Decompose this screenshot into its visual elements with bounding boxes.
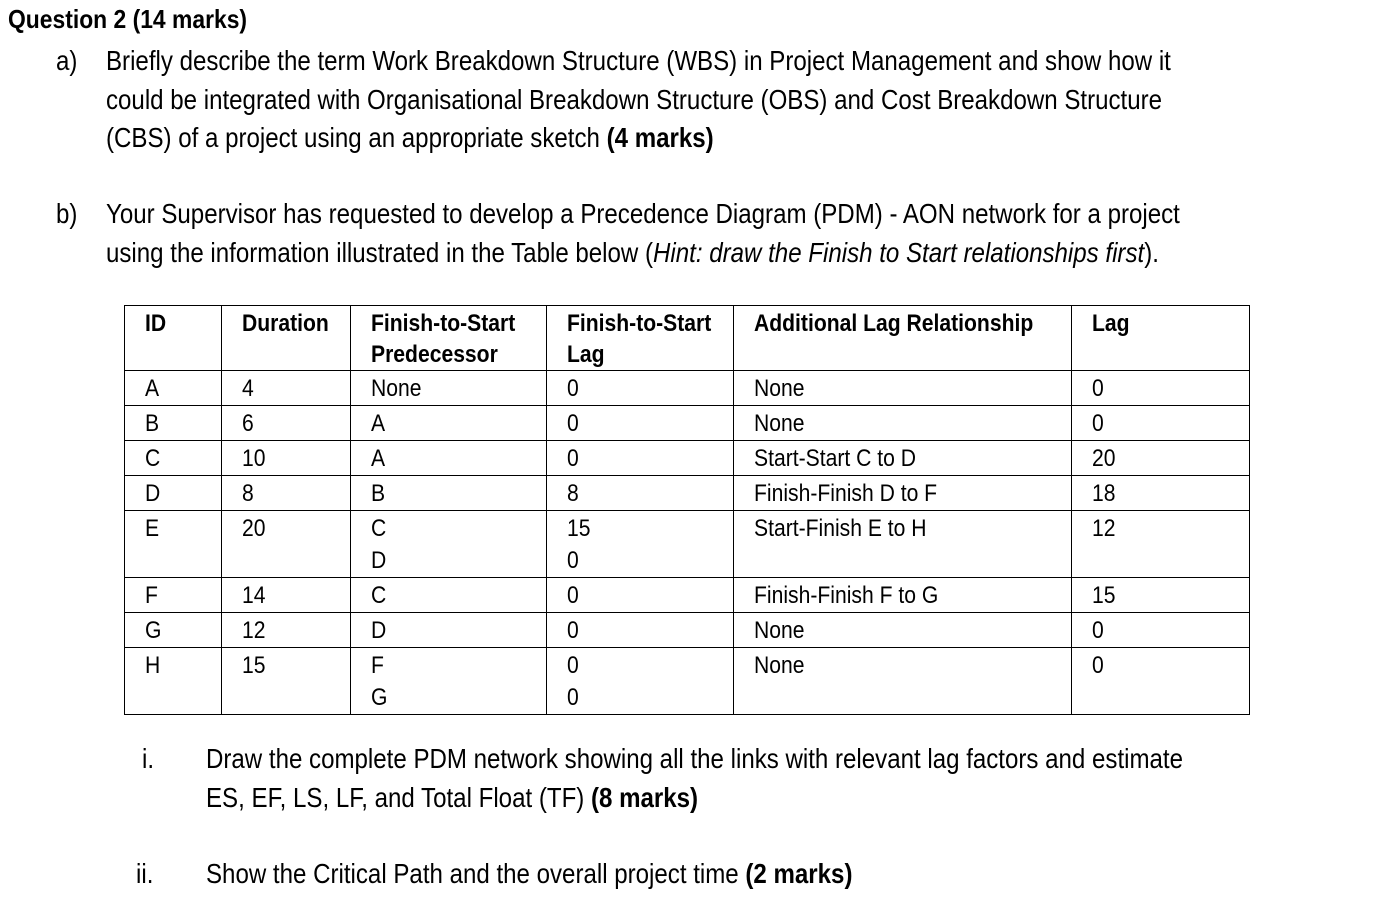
table-row [125,476,1250,511]
cell-fs-lag: 0 [547,406,734,441]
cell-additional-lag: Finish-Finish D to F [734,476,1072,511]
cell-id: D [125,476,222,511]
sub-i-line-2 [206,779,1183,818]
cell-fs-predecessor: C D [351,511,547,578]
part-a-line-3 [106,119,1171,158]
cell-additional-lag: Start-Start C to D [734,441,1072,476]
cell-id: F [125,578,222,613]
cell-fs-lag: 0 [547,371,734,406]
cell-lag: 20 [1072,441,1250,476]
cell-id: A [125,371,222,406]
part-b-line-2-pre: using the information illustrated in the Table below ( [106,236,654,268]
cell-additional-lag: None [734,371,1072,406]
table-row [125,511,1250,578]
part-b-line-2-post: ). [1144,236,1159,268]
header-lag: Lag [1072,306,1250,371]
header-fs-lag: Finish-to-Start Lag [547,306,734,371]
cell-additional-lag: None [734,613,1072,648]
table-row [125,406,1250,441]
table-row [125,441,1250,476]
cell-id: E [125,511,222,578]
cell-fs-predecessor: A [351,441,547,476]
cell-duration: 10 [222,441,351,476]
cell-additional-lag: None [734,648,1072,715]
cell-fs-lag: 0 [547,578,734,613]
part-b-line-2 [106,234,1180,273]
cell-fs-lag: 0 [547,613,734,648]
cell-fs-predecessor: C [351,578,547,613]
part-b-label: b) [56,198,78,229]
cell-id: B [125,406,222,441]
table-row [125,648,1250,715]
table-body [125,371,1250,715]
cell-lag: 12 [1072,511,1250,578]
sub-i-line-2-text: ES, EF, LS, LF, and Total Float (TF) [206,781,591,813]
cell-fs-predecessor: D [351,613,547,648]
sub-ii-marks: (2 marks) [745,858,853,889]
sub-i-line-1: Draw the complete PDM network showing all the links with relevant lag factors and estimate [206,743,1184,774]
header-additional-lag: Additional Lag Relationship [734,306,1072,371]
part-a-line-3-text: (CBS) of a project using an appropriate sketch [106,122,607,153]
cell-fs-lag: 0 [547,441,734,476]
sub-ii-label: ii. [136,858,154,889]
cell-duration: 8 [222,476,351,511]
cell-duration: 15 [222,648,351,715]
cell-lag: 0 [1072,406,1250,441]
cell-lag: 15 [1072,578,1250,613]
cell-id: H [125,648,222,715]
cell-duration: 4 [222,371,351,406]
activity-table [124,305,1250,715]
part-a-line-2: could be integrated with Organisational Breakdown Structure (OBS) and Cost Breakdown Structure [106,83,1163,115]
cell-fs-lag: 8 [547,476,734,511]
cell-lag: 0 [1072,613,1250,648]
table-row [125,613,1250,648]
sub-ii-line-text: Show the Critical Path and the overall project time [206,858,746,889]
table-header-row [125,306,1250,371]
part-a-label: a) [56,45,78,76]
sub-ii-text [206,855,958,894]
cell-additional-lag: Finish-Finish F to G [734,578,1072,613]
header-fs-predecessor: Finish-to-Start Predecessor [351,306,547,371]
cell-fs-predecessor: F G [351,648,547,715]
cell-additional-lag: Start-Finish E to H [734,511,1072,578]
header-duration: Duration [222,306,351,371]
sub-ii-line [206,855,852,894]
part-b-text [106,195,1355,272]
sub-i-text [206,740,1342,817]
cell-lag: 0 [1072,648,1250,715]
sub-i-label: i. [142,743,155,774]
part-a-text [106,42,1344,158]
table-row [125,371,1250,406]
cell-duration: 12 [222,613,351,648]
cell-duration: 14 [222,578,351,613]
part-b-line-1: Your Supervisor has requested to develop a Precedence Diagram (PDM) - AON network for a project [106,198,1180,229]
header-id: ID [125,306,222,371]
cell-fs-predecessor: None [351,371,547,406]
cell-id: G [125,613,222,648]
cell-lag: 18 [1072,476,1250,511]
part-b-hint: Hint: draw the Finish to Start relationships first [653,236,1145,268]
cell-fs-lag: 15 0 [547,511,734,578]
cell-fs-lag: 0 0 [547,648,734,715]
part-a-line-1: Briefly describe the term Work Breakdown Structure (WBS) in Project Management and show how it [106,45,1171,76]
cell-additional-lag: None [734,406,1072,441]
question-title: Question 2 (14 marks) [8,4,248,34]
cell-fs-predecessor: A [351,406,547,441]
part-a-marks: (4 marks) [606,122,714,153]
sub-i-marks: (8 marks) [590,781,699,813]
cell-fs-predecessor: B [351,476,547,511]
cell-lag: 0 [1072,371,1250,406]
cell-duration: 20 [222,511,351,578]
table-row [125,578,1250,613]
cell-id: C [125,441,222,476]
cell-duration: 6 [222,406,351,441]
